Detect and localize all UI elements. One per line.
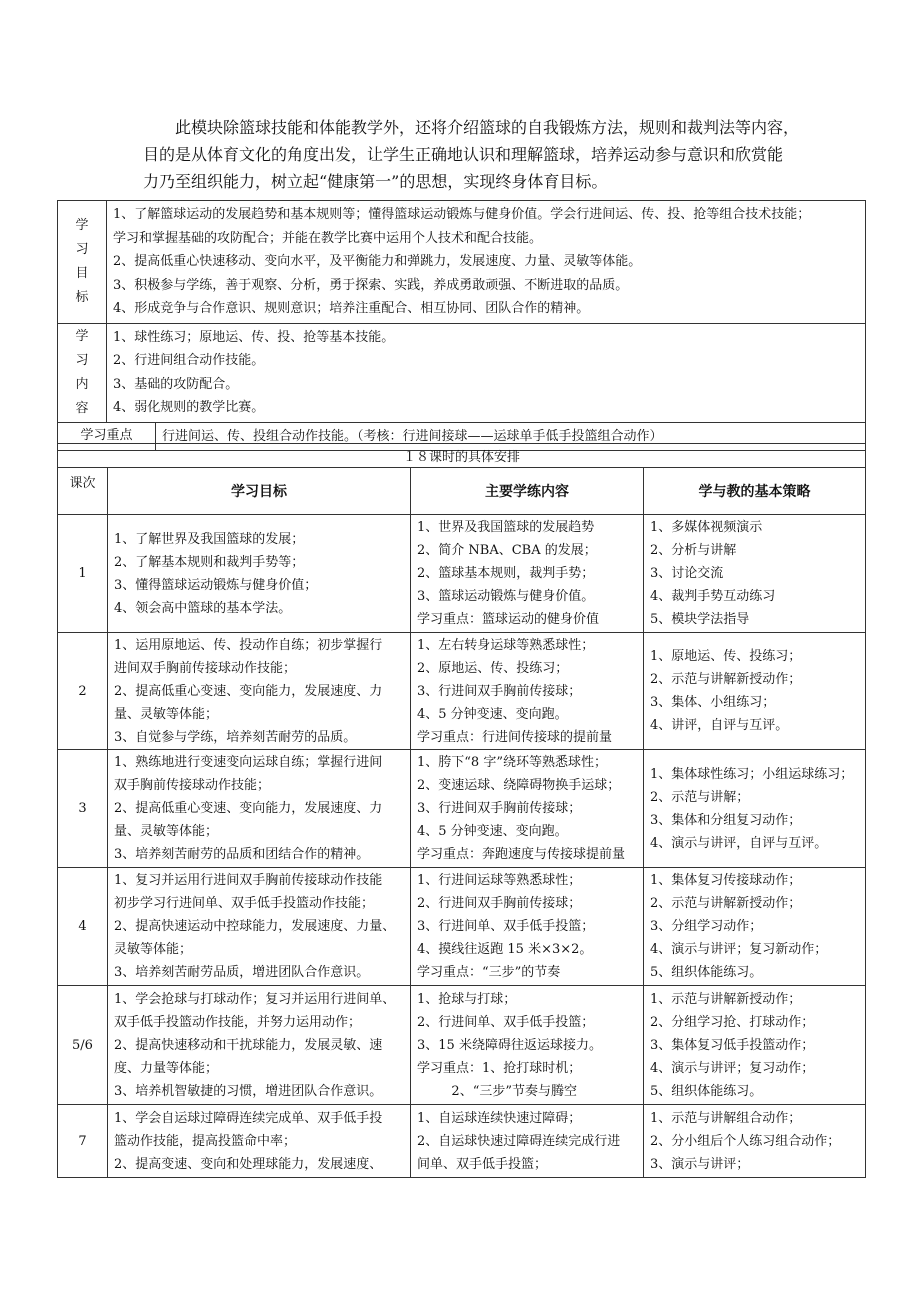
- header-goals: 学习目标: [108, 468, 411, 515]
- practice-cell: 1、左右转身运球等熟悉球性； 2、原地运、传、投练习； 3、行进间双手胸前传接球； 4、5 分钟变速、变向跑。 学习重点：行进间传接球的提前量: [411, 633, 644, 750]
- lesson-number: 1: [58, 515, 108, 633]
- content-items: [107, 323, 866, 422]
- lesson-number: 7: [58, 1105, 108, 1178]
- objectives-label: 学 习 目 标: [58, 201, 107, 324]
- table-row: [58, 633, 866, 750]
- schedule-caption-row: [58, 444, 866, 468]
- list-item: 2、提高低重心快速移动、变向水平，及平衡能力和弹跳力，发展速度、力量、灵敏等体能。: [113, 254, 642, 269]
- list-item: 2、行进间组合动作技能。: [113, 353, 265, 368]
- lesson-number: 2: [58, 633, 108, 750]
- table-row: [58, 1105, 866, 1178]
- schedule-table: [57, 443, 866, 1178]
- lesson-number: 4: [58, 868, 108, 986]
- strategy-cell: 1、示范与讲解新授动作； 2、分组学习抢、打球动作； 3、集体复习低手投篮动作； 4、演示与讲评；复习动作； 5、组织体能练习。: [644, 986, 866, 1105]
- list-item: 4、弱化规则的教学比赛。: [113, 400, 265, 415]
- intro-paragraph: [143, 114, 800, 195]
- header-lesson: 课次: [58, 468, 108, 515]
- content-label: 学 习 内 容: [58, 323, 107, 422]
- strategy-cell: 1、多媒体视频演示 2、分析与讲解 3、讨论交流 4、裁判手势互动练习 5、模块学法指导: [644, 515, 866, 633]
- table-row: [58, 515, 866, 633]
- list-item: 4、形成竞争与合作意识、规则意识；培养注重配合、相互协同、团队合作的精神。: [113, 301, 590, 316]
- goals-cell: 1、运用原地运、传、投动作自练；初步掌握行 进间双手胸前传接球动作技能； 2、提高低重心变速、变向能力，发展速度、力 量、灵敏等体能； 3、自觉参与学练，培养刻苦耐劳的品质。: [108, 633, 411, 750]
- practice-cell: 1、行进间运球等熟悉球性； 2、行进间双手胸前传接球； 3、行进间单、双手低手投篮； 4、摸线往返跑 15 米×3×2。 学习重点：“三步”的节奏: [411, 868, 644, 986]
- objectives-row: [58, 201, 866, 324]
- practice-cell: 1、自运球连续快速过障碍； 2、自运球快速过障碍连续完成行进 间单、双手低手投篮；: [411, 1105, 644, 1178]
- goals-cell: 1、学会自运球过障碍连续完成单、双手低手投 篮动作技能，提高投篮命中率； 2、提高变速、变向和处理球能力，发展速度、: [108, 1105, 411, 1178]
- focus-label: 学习重点: [58, 422, 156, 451]
- intro-line: 目的是从体育文化的角度出发，让学生正确地认识和理解篮球，培养运动参与意识和欣赏能: [143, 145, 784, 164]
- strategy-cell: 1、集体复习传接球动作； 2、示范与讲解新授动作； 3、分组学习动作； 4、演示与讲评；复习新动作； 5、组织体能练习。: [644, 868, 866, 986]
- header-practice: 主要学练内容: [411, 468, 644, 515]
- practice-cell: 1、胯下“8 字”绕环等熟悉球性； 2、变速运球、绕障碍物换手运球； 3、行进间双手胸前传接球； 4、5 分钟变速、变向跑。 学习重点：奔跑速度与传接球提前量: [411, 750, 644, 868]
- schedule-header-row: [58, 468, 866, 515]
- list-item: 3、积极参与学练，善于观察、分析，勇于探索、实践，养成勇敢顽强、不断进取的品质。: [113, 277, 629, 293]
- goals-cell: 1、熟练地进行变速变向运球自练；掌握行进间 双手胸前传接球动作技能； 2、提高低重心变速、变向能力，发展速度、力 量、灵敏等体能； 3、培养刻苦耐劳的品质和团结合作的精神。: [108, 750, 411, 868]
- focus-text: 行进间运、传、投组合动作技能。（考核：行进间接球——运球单手低手投篮组合动作）: [156, 422, 866, 451]
- goals-cell: 1、复习并运用行进间双手胸前传接球动作技能 初步学习行进间单、双手低手投篮动作技能； 2、提高快速运动中控球能力，发展速度、力量、 灵敏等体能； 3、培养刻苦耐劳品质，增进团队合作意识。: [108, 868, 411, 986]
- strategy-cell: 1、原地运、传、投练习； 2、示范与讲解新授动作； 3、集体、小组练习； 4、讲评，自评与互评。: [644, 633, 866, 750]
- practice-cell: 1、世界及我国篮球的发展趋势 2、简介 NBA、CBA 的发展； 2、篮球基本规则，裁判手势； 3、篮球运动锻炼与健身价值。 学习重点：篮球运动的健身价值: [411, 515, 644, 633]
- goals-cell: 1、学会抢球与打球动作；复习并运用行进间单、 双手低手投篮动作技能，并努力运用动作； 2、提高快速移动和干扰球能力，发展灵敏、速 度、力量等体能； 3、培养机智敏捷的习惯，增进团队合作意识。: [108, 986, 411, 1105]
- list-item: 学习和掌握基础的攻防配合；并能在教学比赛中运用个人技术和配合技能。: [113, 230, 543, 246]
- list-item: 1、球性练习；原地运、传、投、抢等基本技能。: [113, 329, 395, 345]
- strategy-cell: 1、集体球性练习；小组运球练习； 2、示范与讲解； 3、集体和分组复习动作； 4、演示与讲评，自评与互评。: [644, 750, 866, 868]
- intro-line: 力乃至组织能力，树立起“健康第一”的思想，实现终身体育目标。: [143, 172, 608, 191]
- objectives-content: [107, 201, 866, 324]
- schedule-caption: １８课时的具体安排: [58, 444, 866, 468]
- header-strategy: 学与教的基本策略: [644, 468, 866, 515]
- table-row: [58, 868, 866, 986]
- list-item: 1、了解篮球运动的发展趋势和基本规则等；懂得篮球运动锻炼与健身价值。学会行进间运、传、投、抢等组合技术技能；: [113, 207, 811, 222]
- module-overview-table: [57, 200, 866, 451]
- goals-cell: 1、了解世界及我国篮球的发展； 2、了解基本规则和裁判手势等； 3、懂得篮球运动锻炼与健身价值； 4、领会高中篮球的基本学法。: [108, 515, 411, 633]
- practice-cell: 1、抢球与打球； 2、行进间单、双手低手投篮； 3、15 米绕障碍往返运球接力。 学习重点：1、抢打球时机； 2、“三步”节奏与腾空: [411, 986, 644, 1105]
- lesson-number: 5/6: [58, 986, 108, 1105]
- intro-line: 此模块除篮球技能和体能教学外，还将介绍篮球的自我锻炼方法，规则和裁判法等内容，: [175, 118, 800, 137]
- content-row: [58, 323, 866, 422]
- table-row: [58, 986, 866, 1105]
- list-item: 3、基础的攻防配合。: [113, 376, 239, 392]
- strategy-cell: 1、示范与讲解组合动作； 2、分小组后个人练习组合动作； 3、演示与讲评；: [644, 1105, 866, 1178]
- lesson-number: 3: [58, 750, 108, 868]
- table-row: [58, 750, 866, 868]
